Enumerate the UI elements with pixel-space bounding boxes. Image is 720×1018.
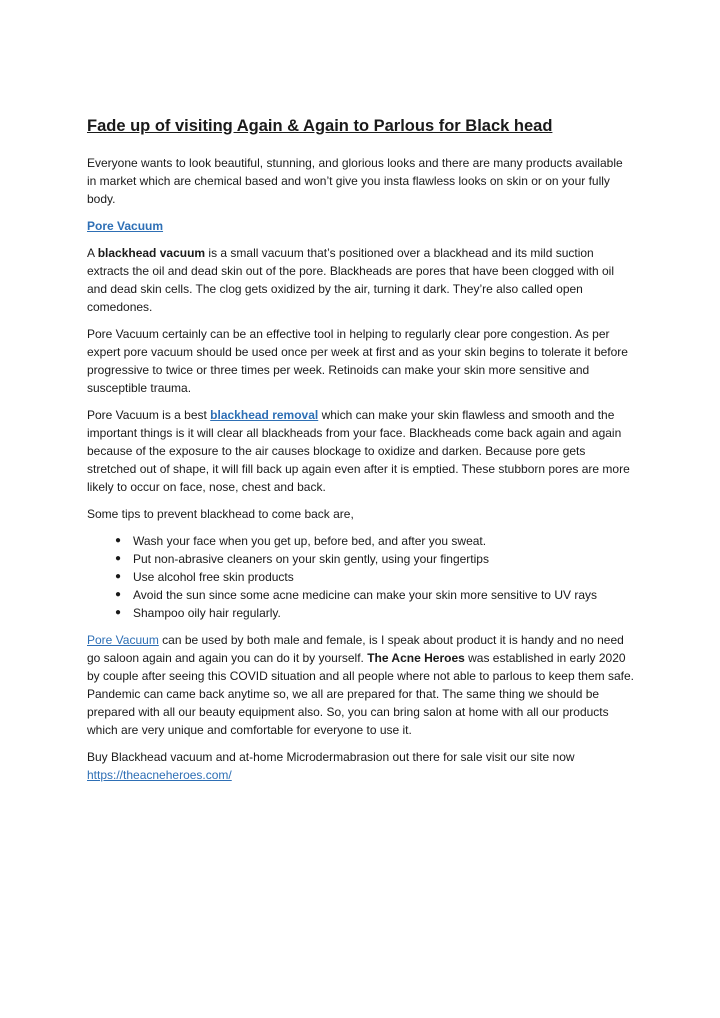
bullet-icon: ● bbox=[115, 535, 122, 546]
closing-paragraph bbox=[87, 748, 635, 784]
para4-text: was established in early 2020 by couple after seeing this COVID situation and all people where not able to parlous to keep them safe. Pandemic can came back anytime so, we all are prepared for that. The same thing we should be prepared with all our beauty equipment also. So, you can bring salon at home with all our products which are very unique and comfortable for everyone to use it. bbox=[87, 651, 634, 737]
para1-prefix: A bbox=[87, 246, 98, 260]
closing-text: Buy Blackhead vacuum and at-home Microdermabrasion out there for sale visit our site now bbox=[87, 750, 575, 764]
bullet-icon: ● bbox=[115, 607, 122, 618]
para3-text: which can make your skin flawless and smooth and the important things is it will clear all blackheads from your face. Blackheads come back again and again because of the exposure to the air causes blockage to oxidize and darken. Because pore gets stretched out of shape, it will fill back up again even after it is emptied. These stubborn pores are more likely to occur on face, nose, chest and back. bbox=[87, 408, 630, 494]
list-item bbox=[87, 604, 635, 622]
pore-vacuum-heading-link[interactable]: Pore Vacuum bbox=[87, 219, 164, 233]
acne-heroes-paragraph bbox=[87, 631, 635, 739]
blackhead-vacuum-bold: blackhead vacuum bbox=[97, 246, 206, 260]
blackhead-vacuum-paragraph bbox=[87, 244, 635, 316]
tips-list bbox=[87, 532, 635, 622]
intro-paragraph: Everyone wants to look beautiful, stunning, and glorious looks and there are many products available in market which are chemical based and won’t give you insta flawless looks on skin or on your fully body. bbox=[87, 156, 623, 206]
blackhead-removal-link[interactable]: blackhead removal bbox=[210, 408, 319, 422]
para4-mid: can be used by both male and female, is I speak about product it is handy and no need go saloon again and again you can do it by yourself. bbox=[87, 633, 624, 665]
tip-text: Avoid the sun since some acne medicine can make your skin more sensitive to UV rays bbox=[133, 588, 597, 602]
list-item bbox=[87, 550, 635, 568]
list-item bbox=[87, 532, 635, 550]
pore-vacuum-usage-paragraph: Pore Vacuum certainly can be an effective tool in helping to regularly clear pore congestion. As per expert pore vacuum should be used once per week at first and as your skin begins to tolerate it before progressive to twice or three times per week. Retinoids can make your skin more sensitive and susceptible trauma. bbox=[87, 327, 628, 395]
para3-prefix: Pore Vacuum is a best bbox=[87, 408, 211, 422]
list-item bbox=[87, 586, 635, 604]
site-url-link[interactable]: https://theacneheroes.com/ bbox=[87, 768, 232, 782]
tip-text: Put non-abrasive cleaners on your skin gently, using your fingertips bbox=[133, 552, 489, 566]
page-title: Fade up of visiting Again & Again to Parlous for Black head bbox=[87, 117, 553, 135]
acne-heroes-bold: The Acne Heroes bbox=[367, 651, 465, 665]
tip-text: Use alcohol free skin products bbox=[133, 570, 294, 584]
tip-text: Shampoo oily hair regularly. bbox=[133, 606, 281, 620]
bullet-icon: ● bbox=[115, 589, 122, 600]
list-item bbox=[87, 568, 635, 586]
bullet-icon: ● bbox=[115, 553, 122, 564]
pore-vacuum-link[interactable]: Pore Vacuum bbox=[87, 633, 159, 647]
blackhead-removal-paragraph bbox=[87, 406, 635, 496]
document-page bbox=[87, 114, 635, 793]
para1-text: is a small vacuum that’s positioned over a blackhead and its mild suction extracts the oil and dead skin out of the pore. Blackheads are pores that have been clogged with oil and dead skin cells. The clog gets oxidized by the air, turning it dark. They’re also called open comedones. bbox=[87, 246, 615, 314]
tips-intro: Some tips to prevent blackhead to come back are, bbox=[87, 507, 354, 521]
tip-text: Wash your face when you get up, before bed, and after you sweat. bbox=[133, 534, 487, 548]
bullet-icon: ● bbox=[115, 571, 122, 582]
section-link-paragraph bbox=[87, 217, 635, 235]
